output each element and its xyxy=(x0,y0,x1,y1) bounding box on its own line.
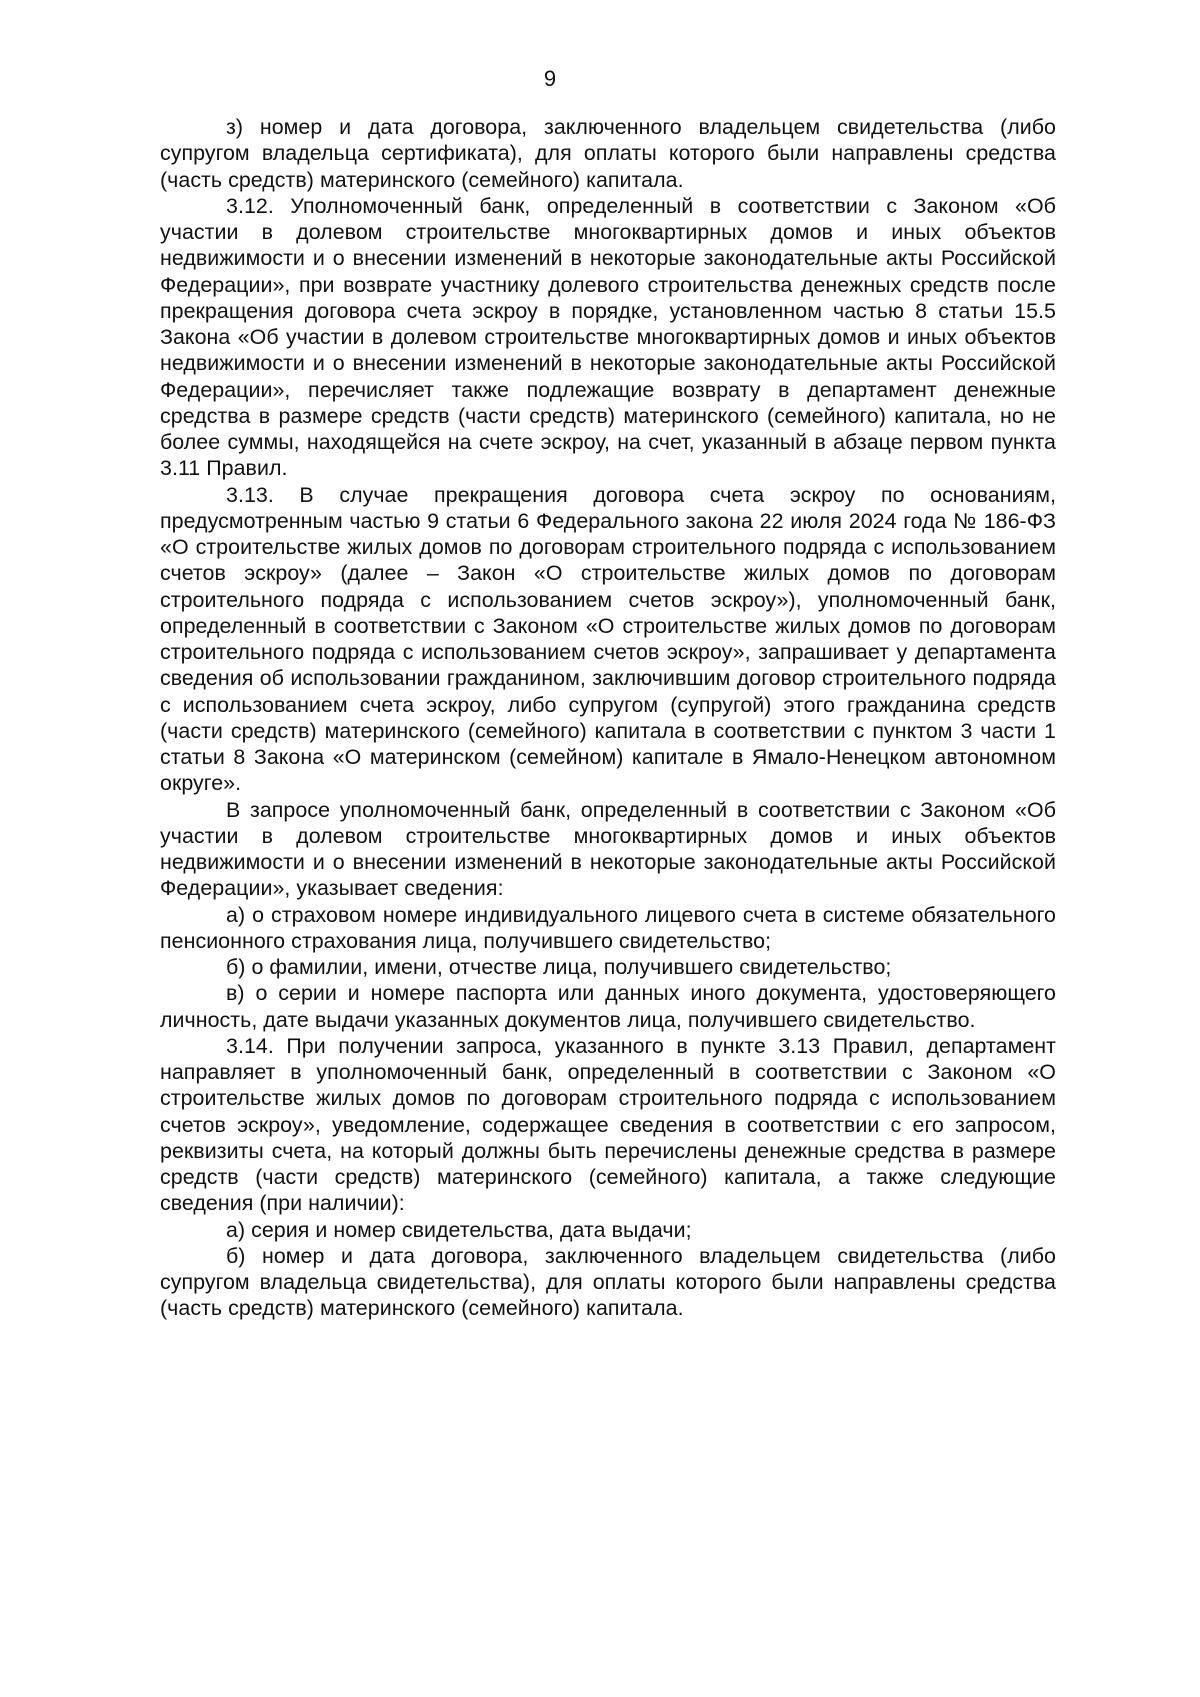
paragraph-3-11-z: з) номер и дата договора, заключенного владельцем свидетельства (либо супругом владельца сертификата), для оплаты которого были направлены средства (часть средств) материнского (семейного) капитала. xyxy=(160,115,1056,192)
list-item-v-passport: в) о серии и номере паспорта или данных иного документа, удостоверяющего личность, дате выдачи указанных документов лица, получившего свидетельство. xyxy=(160,981,1056,1032)
paragraph-request-info: В запросе уполномоченный банк, определенный в соответствии с Законом «Об участии в долевом строительстве многоквартирных домов и иных объектов недвижимости и о внесении изменений в некоторые законодательные акты Российской Федерации», указывает сведения: xyxy=(160,797,1056,901)
list-item-a-certificate: а) серия и номер свидетельства, дата выдачи; xyxy=(226,1217,692,1242)
paragraph-3-14: 3.14. При получении запроса, указанного в пункте 3.13 Правил, департамент направляет в уполномоченный банк, определенный в соответствии с Законом «О строительстве жилых домов по договорам строительного подряда с использованием счетов эскроу», уведомление, содержащее сведения в соответствии с его запросом, реквизиты счета, на который должны быть перечислены денежные средства в размере средств (части средств) материнского (семейного) капитала, а также следующие сведения (при наличии): xyxy=(160,1033,1056,1216)
document-body xyxy=(160,114,1056,1322)
paragraph-3-12: 3.12. Уполномоченный банк, определенный в соответствии с Законом «Об участии в долевом строительстве многоквартирных домов и иных объектов недвижимости и о внесении изменений в некоторые законодательные акты Российской Федерации», при возврате участнику долевого строительства денежных средств после прекращения договора счета эскроу в порядке, установленном частью 8 статьи 15.5 Закона «Об участии в долевом строительстве многоквартирных домов и иных объектов недвижимости и о внесении изменений в некоторые законодательные акты Российской Федерации», перечисляет также подлежащие возврату в департамент денежные средства в размере средств (части средств) материнского (семейного) капитала, но не более суммы, находящейся на счете эскроу, на счет, указанный в абзаце первом пункта 3.11 Правил. xyxy=(160,193,1056,481)
paragraph-3-13: 3.13. В случае прекращения договора счета эскроу по основаниям, предусмотренным частью 9 статьи 6 Федерального закона 22 июля 2024 года № 186-ФЗ «О строительстве жилых домов по договорам строительного подряда с использованием счетов эскроу» (далее – Закон «О строительстве жилых домов по договорам строительного подряда с использованием счетов эскроу»), уполномоченный банк, определенный в соответствии с Законом «О строительстве жилых домов по договорам строительного подряда с использованием счетов эскроу», запрашивает у департамента сведения об использовании гражданином, заключившим договор строительного подряда с использованием счета эскроу, либо супругом (супругой) этого гражданина средств (части средств) материнского (семейного) капитала в соответствии с пунктом 3 части 1 статьи 8 Закона «О материнском (семейном) капитале в Ямало-Ненецком автономном округе». xyxy=(160,482,1056,796)
list-item-b-name: б) о фамилии, имени, отчестве лица, получившего свидетельство; xyxy=(226,955,892,979)
page-number: 9 xyxy=(543,66,557,91)
list-item-b-contract: б) номер и дата договора, заключенного владельцем свидетельства (либо супругом владельца свидетельства), для оплаты которого были направлены средства (часть средств) материнского (семейного) капитала. xyxy=(160,1243,1056,1321)
list-item-a-snils: а) о страховом номере индивидуального лицевого счета в системе обязательного пенсионного страхования лица, получившего свидетельство; xyxy=(160,902,1056,953)
